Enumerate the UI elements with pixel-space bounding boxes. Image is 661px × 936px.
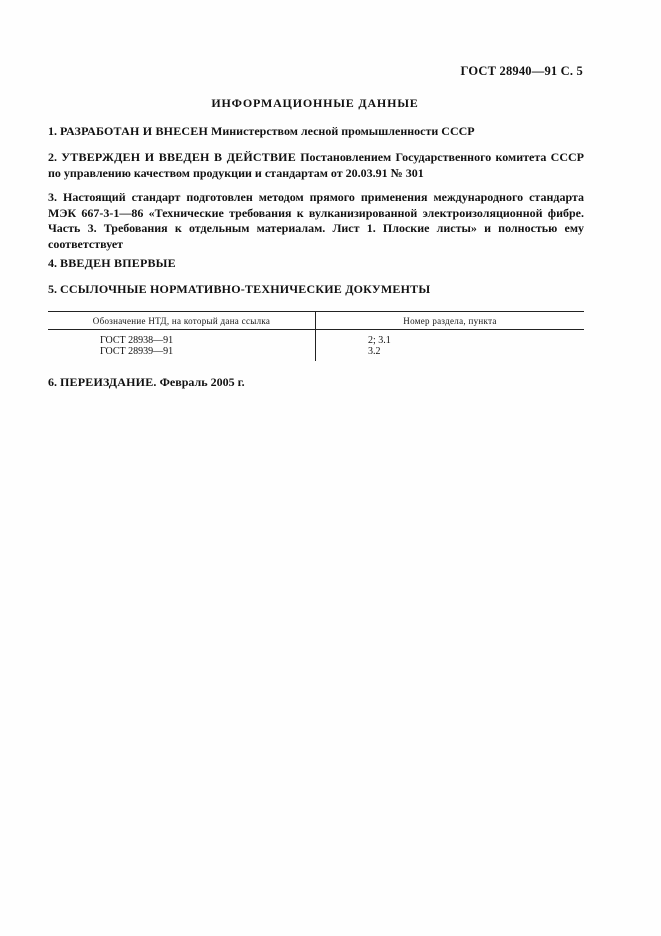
item-number: 5. bbox=[48, 282, 57, 296]
info-item-4 bbox=[48, 256, 584, 272]
item-lead: ССЫЛОЧНЫЕ НОРМАТИВНО-ТЕХНИЧЕСКИЕ ДОКУМЕНТЫ bbox=[60, 282, 431, 296]
item-text: Февраль 2005 г. bbox=[159, 375, 245, 389]
item-text: Настоящий стандарт подготовлен методом прямого применения международного стандарта МЭК 667-3-1—86 «Технические требования к вулканизированной электроизоляционной фибре. Часть 3. Требования к отдельным материалам. Лист 1. Плоские листы» и полностью ему соответствует bbox=[48, 190, 585, 251]
info-item-2 bbox=[48, 150, 584, 181]
item-number: 4. bbox=[48, 256, 57, 270]
info-item-6 bbox=[48, 375, 584, 391]
table-header-section: Номер раздела, пункта bbox=[403, 316, 497, 326]
table-header-row bbox=[48, 312, 584, 330]
table-cell-document: ГОСТ 28938—91 bbox=[100, 335, 174, 346]
table-column-documents bbox=[100, 336, 173, 357]
table-body bbox=[48, 330, 584, 362]
item-number: 2. bbox=[48, 150, 57, 164]
info-item-3 bbox=[48, 190, 584, 252]
reference-documents-table bbox=[48, 311, 584, 362]
table-column-sections bbox=[368, 336, 391, 357]
info-item-1 bbox=[48, 124, 584, 140]
item-lead: УТВЕРЖДЕН И ВВЕДЕН В ДЕЙСТВИЕ bbox=[61, 150, 296, 164]
table-cell-document: ГОСТ 28939—91 bbox=[100, 345, 174, 357]
item-number: 1. bbox=[48, 124, 57, 138]
table-cell-section: 2; 3.1 bbox=[368, 335, 391, 346]
item-number: 3. bbox=[48, 190, 57, 204]
item-lead: ПЕРЕИЗДАНИЕ. bbox=[60, 375, 157, 389]
info-item-5 bbox=[48, 282, 584, 298]
item-text: Постановлением Государственного комитета СССР по управлению качеством продукции и стандартам от 20.03.91 № 301 bbox=[48, 150, 584, 180]
item-number: 6. bbox=[48, 375, 57, 389]
table-header-document: Обозначение НТД, на который дана ссылка bbox=[92, 316, 271, 326]
item-text: Министерством лесной промышленности СССР bbox=[211, 124, 475, 138]
table-cell-section: 3.2 bbox=[368, 345, 381, 357]
page-header-doc-ref: ГОСТ 28940—91 С. 5 bbox=[460, 64, 583, 78]
item-lead: ВВЕДЕН ВПЕРВЫЕ bbox=[60, 256, 176, 270]
section-title: ИНФОРМАЦИОННЫЕ ДАННЫЕ bbox=[211, 96, 419, 110]
item-lead: РАЗРАБОТАН И ВНЕСЕН bbox=[60, 124, 209, 138]
